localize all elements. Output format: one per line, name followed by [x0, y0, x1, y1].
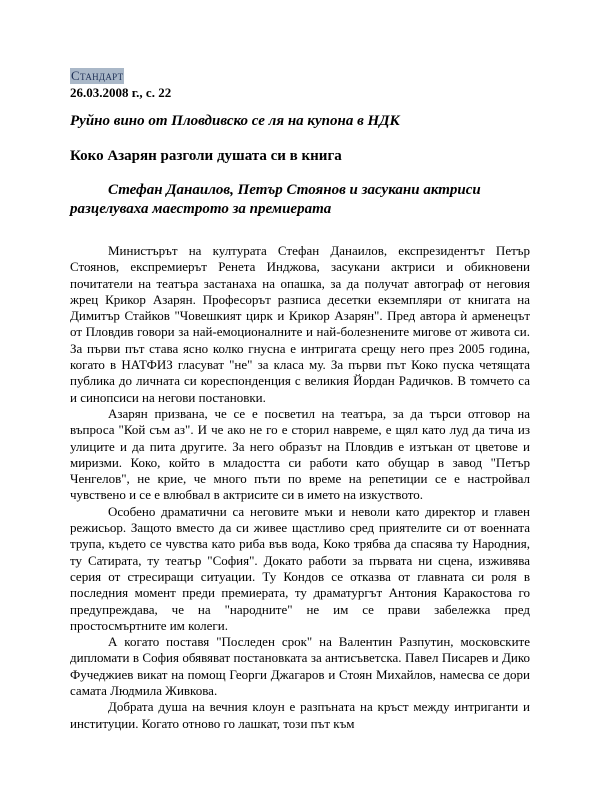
- newspaper-name: Стандарт: [71, 68, 124, 83]
- article-subtitle: Стефан Данаилов, Петър Стоянов и засукани актриси разцелуваха маестрото за премиерата: [70, 182, 481, 217]
- article-title: Коко Азарян разголи душата си в книга: [70, 148, 342, 164]
- paragraph: А когато поставя "Последен срок" на Валентин Разпутин, московските дипломати в София обявяват постановката за антисъветска. Павел Писарев и Дико Фучеджиев викат на помощ Георги Джагаров и Стоян Михайлов, намесва се дори самата Людмила Живкова.: [70, 634, 530, 699]
- paragraph: Добрата душа на вечния клоун е разпъната на кръст между интриганти и институции. Когато отново го лашкат, този път към: [70, 699, 530, 731]
- paragraph: Азарян призвана, че се е посветил на театъра, за да търси отговор на въпроса "Кой съм аз". И че ако не го е сторил навреме, е щял като луд да тича из улиците и да пита другите. За него образът на Пловдив е изтъкан от цветове и миризми. Коко, който в младостта си работи като обущар в завод "Петър Ченгелов", не крие, че много пъти по време на репетиции се е настройвал чувствено и се е влюбвал в актрисите си в името на изкуството.: [70, 405, 530, 503]
- paragraph: Министърът на културата Стефан Данаилов, експрезидентът Петър Стоянов, експремиерът Ренета Инджова, засукани актриси и обикновени почитатели на театъра застанаха на опашка, за да получат автограф от неговия жрец Крикор Азарян. Професорът разписа десетки екземпляри от книгата на Димитър Стайков "Човешкият цирк и Крикор Азарян". Пред автора ѝ арменецът от Пловдив говори за най-емоционалните и най-болезнените мигове от живота си. За първи път става ясно колко гнусна е интригата срещу него през 2005 година, когато в НАТФИЗ гласуват "не" за класа му. За първи път Коко пуска четящата публика до личната си кореспонденция с великия Йордан Радичков. В томчето са и синопсиси на негови постановки.: [70, 243, 530, 405]
- date-and-page: 26.03.2008 г., с. 22: [70, 85, 172, 100]
- rubric-heading: Руйно вино от Пловдивско се ля на купона в НДК: [70, 113, 400, 129]
- paragraph: Особено драматични са неговите мъки и неволи като директор и главен режисьор. Защото вместо да си живее щастливо сред приятелите си от военната трупа, където се чувства като риба във вода, Коко трябва да спасява ту Народния, ту Сатирата, ту театър "София". Докато работи за първата ни сцена, изживява серия от стресиращи ситуации. Ту Кондов се отказва от главната си роля в последния момент преди премиерата, ту драматургът Антония Каракостова го предупреждава, че на "народните" не им се прави забележка пред простосмъртните им колеги.: [70, 503, 530, 633]
- article-body: [70, 243, 530, 732]
